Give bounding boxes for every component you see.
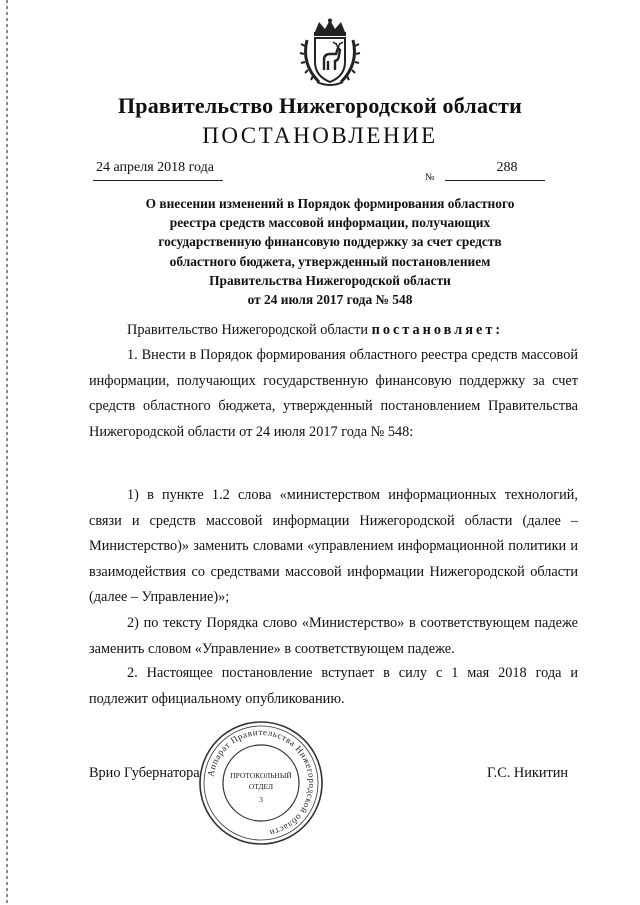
subject-line: Правительства Нижегородской области [209, 272, 451, 288]
subject-line: государственную финансовую поддержку за счет средств [158, 234, 502, 250]
official-seal-icon [196, 718, 326, 848]
svg-text:ОТДЕЛ: ОТДЕЛ [248, 782, 274, 791]
subject-line: О внесении изменений в Порядок формирования областного [145, 196, 515, 211]
subclause-1-paragraph: 1) в пункте 1.2 слова «министерством информационных технологий, связи и средств массовой информации Нижегородской области (далее – Министерство)» заменить словами «управлением информационной политики и взаимодействия со средствами массовой информации Нижегородской области (далее – Управление)»; [89, 487, 578, 605]
date-underline [93, 180, 223, 181]
signatory-position: Врио Губернатора [89, 765, 200, 781]
svg-text:Аппарат Правительства Нижегоро: Аппарат Правительства Нижегородской области [205, 726, 318, 839]
document-date: 24 апреля 2018 года [96, 160, 214, 175]
preamble-paragraph [89, 318, 578, 344]
clause-2-paragraph: 2. Настоящее постановление вступает в силу с 1 мая 2018 года и подлежит официальному опубликованию. [89, 665, 578, 707]
subject-line: реестра средств массовой информации, получающих [169, 215, 491, 231]
preamble-text: Правительство Нижегородской области [127, 322, 372, 338]
number-sign: № [425, 172, 435, 183]
document-subject [115, 194, 545, 309]
subject-line: от 24 июля 2017 года № 548 [247, 292, 413, 308]
signatory-name: Г.С. Никитин [487, 765, 569, 781]
svg-text:ПРОТОКОЛЬНЫЙ: ПРОТОКОЛЬНЫЙ [230, 771, 292, 780]
svg-text:3: 3 [259, 795, 263, 804]
resolves-word: постановляет: [371, 322, 504, 338]
clause-1-paragraph: 1. Внести в Порядок формирования областного реестра средств массовой информации, получающих государственную финансовую поддержку за счет средств областного бюджета, утвержденный постановлением Правительства Нижегородской области от 24 июля 2017 года № 548: [89, 347, 578, 440]
subclause-2-paragraph: 2) по тексту Порядка слово «Министерство» в соответствующем падеже заменить словом «Управление» в соответствующем падеже. [89, 615, 578, 657]
number-underline [445, 180, 545, 181]
subject-line: областного бюджета, утвержденный постановлением [169, 253, 491, 269]
document-type-title: ПОСТАНОВЛЕНИЕ [202, 123, 438, 148]
document-number: 288 [496, 160, 518, 175]
organization-title: Правительство Нижегородской области [117, 93, 522, 118]
coat-of-arms-icon [299, 18, 361, 88]
